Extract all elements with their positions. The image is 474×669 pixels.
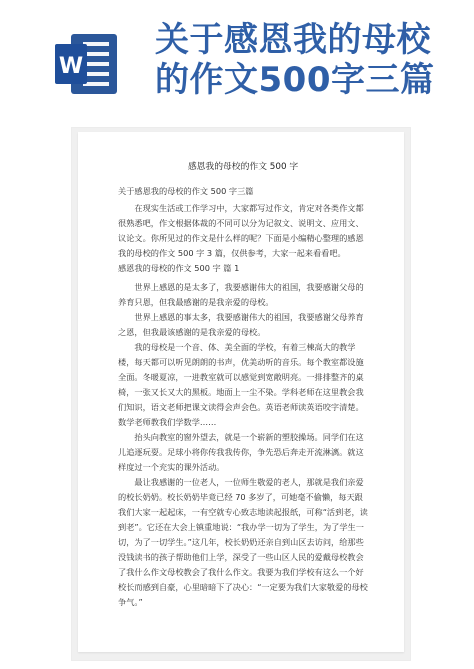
page-title: [155, 20, 455, 100]
word-document-icon: [51, 24, 137, 102]
document-title: 感恩我的母校的作文 500 字: [187, 162, 299, 172]
document-subheading: 关于感恩我的母校的作文 500 字三篇: [118, 186, 254, 196]
paragraph-4: 我的母校是一个音、体、美全面的学校，有着三棟高大的教学楼，每天都可以听见朗朗的书声，优美动听的音乐。每个教室都设施全面。冬暖夏凉，一进教室就可以感觉到宽敞明亮。一排排整齐的桌椅，一张又长又大的黑板。地面上一尘不染。学科老师在这里教会我们知识，语文老师把课文读得会声会色。英语老师读英语咬字清楚。数学老师教我们学数学……: [118, 342, 364, 427]
word-logo-letter: W: [58, 54, 84, 79]
paragraph-3: 世界上感恩的事太多，我要感谢伟大的祖国，我要感谢父母养育之恩，但我最该感谢的是我亲爱的母校。: [118, 312, 364, 337]
section-heading: 感恩我的母校的作文 500 字 篇 1: [118, 263, 240, 273]
paragraph-2: 世界上感恩的是太多了，我要感谢伟大的祖国，我要感谢父母的养育只恩，但我最感谢的是我亲爱的母校。: [118, 282, 364, 307]
document-content: [118, 160, 368, 610]
document-page: [78, 132, 404, 652]
page-title-line-2: 的作文500字三篇: [155, 60, 435, 100]
paragraph-5: 抬头向教室的窗外望去，就是一个崭新的塑胶操场。同学们在这儿追逐玩耍。足球小将你传我我传你，争先恐后奔走开流淋漓。就这样度过一个充实的课外活动。: [118, 432, 364, 472]
header: [0, 0, 474, 122]
paragraph-1: 在现实生活或工作学习中，大家都写过作文，肯定对各类作文都很熟悉吧，作文根据体裁的不同可以分为记叙文、说明文、应用文、议论文。你所见过的作文是什么样的呢？下面是小编精心整理的感恩我的母校的作文 500 字 3 篇，仅供参考，大家一起来看看吧。: [118, 203, 364, 258]
paragraph-6: 最让我感谢的一位老人，一位师生敬爱的老人，那就是我们亲爱的校长奶奶。校长奶奶毕竟已经 70 多岁了，可她毫不偷懒，每天跟我们大家一起起床，一有空就专心致志地读起报纸，可称“活到老，读到老”。它还在大会上镇重地说：“我办学一切为了学生，为了学生一切，为了一切学生。”这几年，校长奶奶还亲自到山区去访问，给那些没钱读书的孩子帮助他们上学，深受了一些山区人民的爱戴母校教会了我什么作文母校教会了我什么作文。我要为我们学校有这么一个好校长而感到自豪，心里暗暗下了决心：“一定要为我们大家敬爱的母校争气。”: [118, 477, 368, 607]
page-title-line-1: 关于感恩我的母校: [155, 20, 431, 60]
